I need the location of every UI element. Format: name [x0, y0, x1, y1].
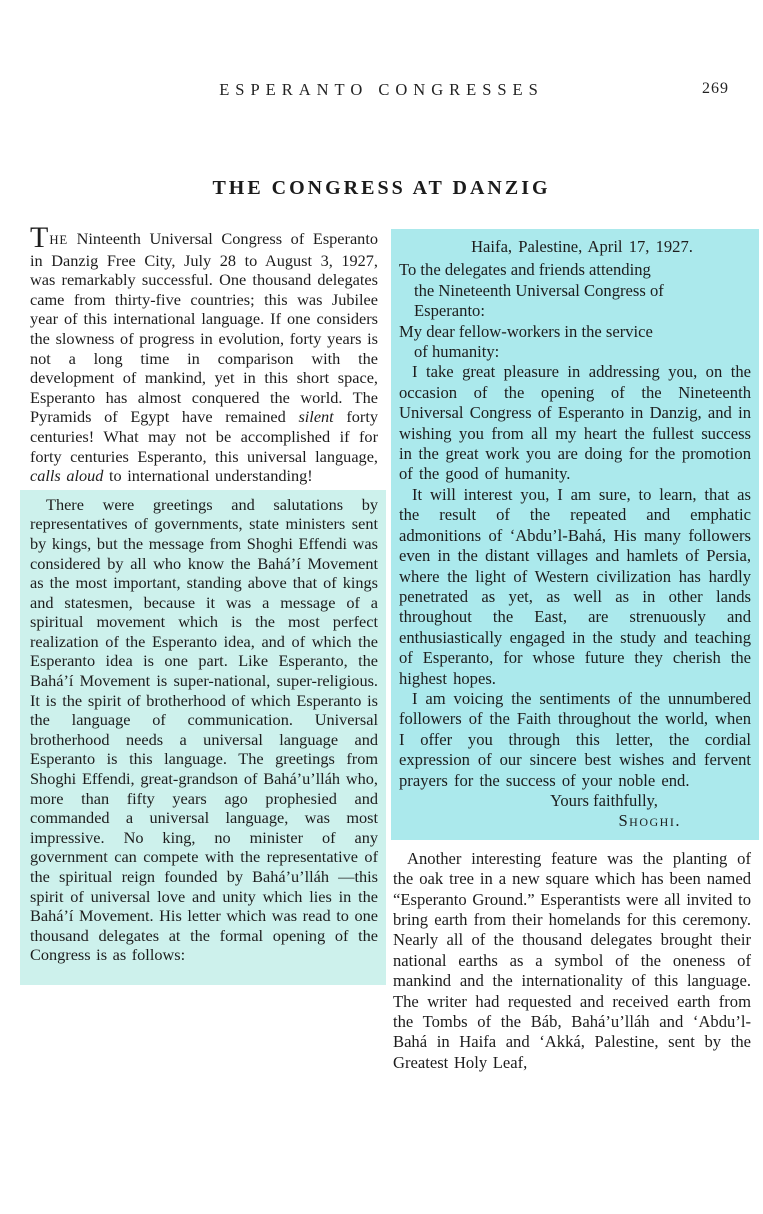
paragraph-text: to international understanding!	[103, 466, 313, 486]
drop-cap-smallcaps: HE	[49, 233, 68, 247]
drop-cap: T	[30, 221, 50, 254]
letter-dateline: Haifa, Palestine, April 17, 1927.	[471, 237, 693, 256]
letter-salutation-line: of humanity:	[414, 342, 500, 362]
letter-salutation-line: My dear fellow-workers in the service	[399, 321, 653, 341]
letter-paragraph-3: I am voicing the sentiments of the unnumbered followers of the Faith throughout the world, when I offer you through this letter, the cordial expression of our sincere best wishes and fervent prayers for the success of your noble end.	[399, 688, 751, 790]
page-number: 269	[702, 80, 729, 97]
paragraph-congress-intro	[20, 221, 386, 486]
letter-closing: Yours faithfully,	[550, 790, 658, 810]
letter-paragraph-1: I take great pleasure in addressing you, on the occasion of the opening of the Nineteenth Universal Congress of Esperanto in Danzig, and in wishing you from all my heart the fullest success in the great work you are doing for the promotion of the good of humanity.	[399, 362, 751, 484]
paragraph-greetings-highlighted: There were greetings and salutations by representatives of governments, state ministers sent by kings, but the message from Shoghi Effendi was considered by all who know the Bahá’í Movement as the most important, standing above that of kings and statesmen, because it was a message of a spiritual movement which is the most perfect realization of the Esperanto idea, and of which the Esperanto idea is one part. Like Esperanto, the Bahá’í Movement is super-national, super-religious. It is the spirit of brotherhood of which Esperanto is the language of communication. Universal brotherhood needs a universal language and Esperanto is this language. The greetings from Shoghi Effendi, great-grandson of Bahá’u’lláh who, more than fifty years ago prophesied and commanded a universal language, was most impressive. No king, no minister of any government can compete with the representative of the spiritual reign founded by Bahá’u’lláh —this spirit of universal love and unity which lies in the Bahá’í Movement. His letter which was read to one thousand delegates at the formal opening of the Congress is as follows:	[30, 494, 378, 965]
paragraph-oak-tree: Another interesting feature was the planting of the oak tree in a new square which has been named “Esperanto Ground.” Esperantists were all invited to bring earth from their homelands for this ceremony. Nearly all of the thousand delegates brought their national earths as a symbol of the oneness of mankind and the internationality of this language. The writer had requested and received earth from the Tombs of the Báb, Bahá’u’lláh and ‘Abdu’l-Bahá in Haifa and ‘Akká, Palestine, sent by the Greatest Holy Leaf,	[393, 848, 751, 1072]
two-column-text	[20, 221, 759, 1073]
highlighted-letter-block	[391, 229, 759, 840]
running-header: ESPERANTO CONGRESSES	[219, 80, 544, 99]
letter-address-line: the Nineteenth Universal Congress of	[414, 280, 664, 300]
left-column	[20, 221, 386, 1073]
right-column	[391, 229, 759, 1073]
letter-paragraph-2: It will interest you, I am sure, to learn, that as the result of the repeated and emphatic admonitions of ‘Abdu’l-Bahá, His many followers even in the distant villages and hamlets of Persia, where the light of Western civilization has hardly penetrated as yet, as well as in other lands throughout the East, are strenuously and enthusiastically engaged in the study and teaching of Esperanto, for whose future they cherish the highest hopes.	[399, 484, 751, 688]
italic-phrase-calls-aloud: calls aloud	[30, 466, 104, 486]
letter-signature: Shoghi.	[618, 811, 681, 831]
letter-address-line: To the delegates and friends attending	[399, 260, 651, 280]
highlighted-block-left	[20, 490, 386, 985]
paragraph-text: Ninteenth Universal Congress of Esperanto in Danzig Free City, July 28 to August 3, 1927, was remarkably successful. One thousand delegates came from thirty-five countries; this was Jubilee year of this international language. If one considers the slowness of progress in evolution, forty years is not a long time in comparison with the development of mankind, yet in this short space, Esperanto has almost conquered the world. The Pyramids of Egypt have remained	[30, 229, 378, 427]
paragraph-text: forty centuries! What may not be accomplished if for forty centuries Esperanto, this universal language,	[30, 407, 378, 466]
letter-address-line: Esperanto:	[414, 301, 485, 321]
chapter-title: THE CONGRESS AT DANZIG	[212, 177, 551, 199]
italic-word-silent: silent	[298, 407, 334, 427]
